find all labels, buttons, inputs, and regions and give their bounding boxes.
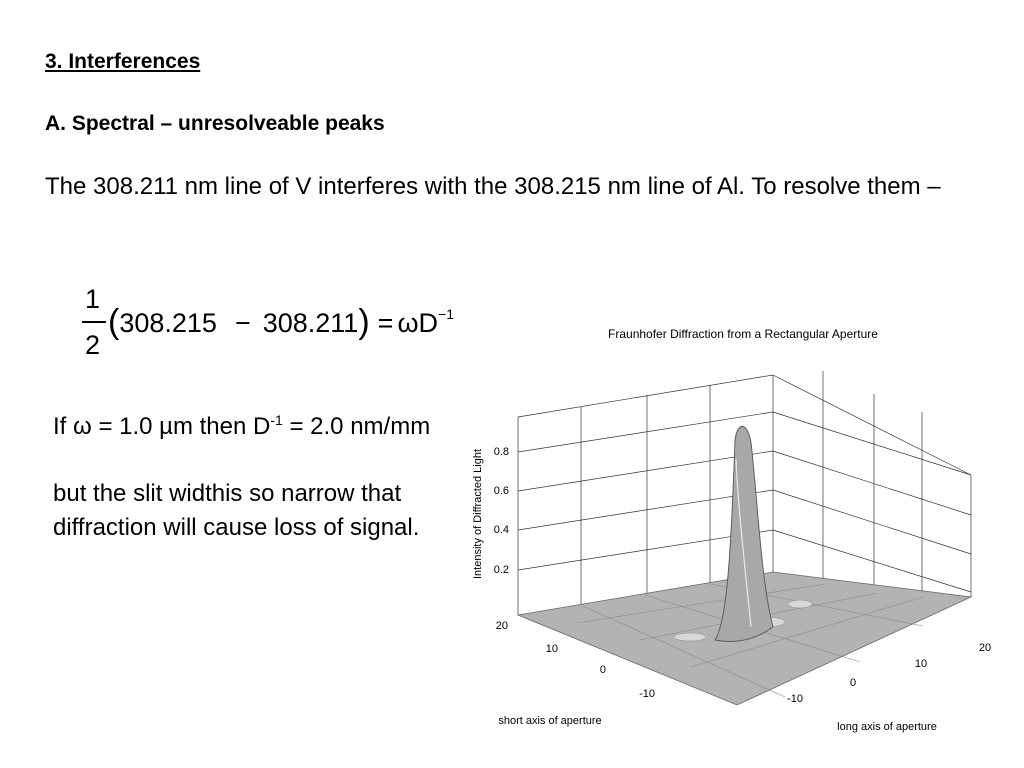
gridline-right-0-8 xyxy=(773,412,971,475)
fraction-denominator: 2 xyxy=(85,330,101,360)
gridline-right-0-6 xyxy=(773,451,971,515)
chart-title: Fraunhofer Diffraction from a Rectangular Aperture xyxy=(608,327,878,341)
z-tick-label: 0.6 xyxy=(493,485,509,497)
x-tick-label: 10 xyxy=(545,643,558,655)
diffraction-surface-chart xyxy=(455,322,1015,742)
equation-rhs: ωD xyxy=(397,308,439,338)
side-text xyxy=(53,410,433,545)
z-axis-label: Intensity of Diffracted Light xyxy=(472,448,484,580)
rhs-exponent: −1 xyxy=(438,306,454,322)
value-a: 308.215 xyxy=(119,308,217,338)
side-lobe-right xyxy=(788,600,812,608)
dispersion-statement xyxy=(53,410,433,444)
y-tick-label: 20 xyxy=(978,642,992,654)
omega-value: = 1.0 µm then D xyxy=(98,413,271,440)
diffraction-note: but the slit widthis so narrow that diffraction will cause loss of signal. xyxy=(53,480,420,541)
resolution-equation xyxy=(82,284,502,364)
open-paren: ( xyxy=(108,303,120,341)
y-tick-label: 0 xyxy=(849,677,857,689)
d-exponent: -1 xyxy=(270,412,283,428)
x-tick-label: -10 xyxy=(639,688,655,700)
fraction-bar xyxy=(82,321,106,323)
side-lobe-left xyxy=(674,633,706,641)
x-tick-label: 20 xyxy=(495,620,508,632)
subsection-heading: A. Spectral – unresolveable peaks xyxy=(45,112,385,135)
z-tick-label: 0.4 xyxy=(493,524,509,536)
z-tick-label: 0.8 xyxy=(493,446,509,458)
top-back-left-edge xyxy=(518,375,773,417)
intro-paragraph: The 308.211 nm line of V interferes with the 308.215 nm line of Al. To resolve them – xyxy=(45,173,941,200)
y-tick-label: 10 xyxy=(914,658,928,670)
equals-sign: = xyxy=(377,308,394,338)
fraction-numerator: 1 xyxy=(85,284,101,314)
x-tick-label: 0 xyxy=(599,664,606,676)
if-prefix: If xyxy=(53,413,67,440)
d-value: = 2.0 nm/mm xyxy=(289,413,431,440)
minus-sign: − xyxy=(234,308,251,338)
y-tick-label: -10 xyxy=(787,693,803,705)
value-b: 308.211 xyxy=(262,308,359,338)
y-axis-label: long axis of aperture xyxy=(837,721,937,733)
top-back-right-edge xyxy=(773,375,971,475)
section-heading: 3. Interferences xyxy=(45,50,201,73)
close-paren: ) xyxy=(358,303,370,341)
omega-symbol: ω xyxy=(73,413,92,440)
x-axis-label: short axis of aperture xyxy=(498,715,602,727)
equation-expression xyxy=(108,302,454,341)
z-tick-label: 0.2 xyxy=(493,564,509,576)
gridline-right-0-4 xyxy=(773,490,971,554)
